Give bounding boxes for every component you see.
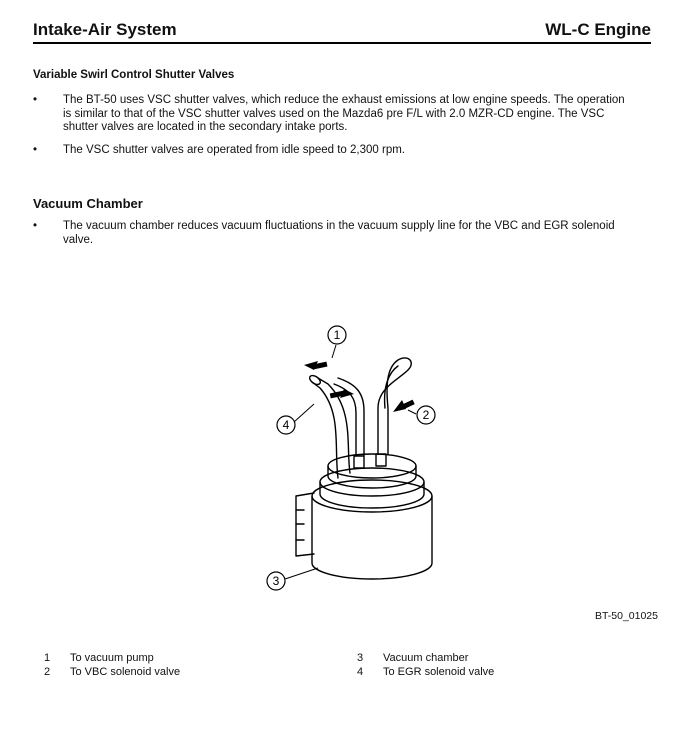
bullet-text: The VSC shutter valves are operated from idle speed to 2,300 rpm. <box>63 143 405 156</box>
bullet-dot: • <box>33 220 38 232</box>
callout-2: 2 <box>422 408 430 422</box>
legend-number: 3 <box>357 652 364 664</box>
vacuum-chamber-illustration <box>248 318 448 593</box>
header-engine-title: WL-C Engine <box>545 20 651 39</box>
legend-right <box>357 652 494 679</box>
bullet-list-vacuum-chamber <box>33 220 633 256</box>
section-title-vsc: Variable Swirl Control Shutter Valves <box>33 69 235 81</box>
callout-1: 1 <box>333 328 341 342</box>
bullet-item <box>33 220 633 247</box>
callout-3: 3 <box>272 574 280 588</box>
legend-item <box>357 666 494 680</box>
header-section-title: Intake-Air System <box>33 20 177 39</box>
bullet-dot: • <box>33 143 38 156</box>
bullet-text: The BT-50 uses VSC shutter valves, which reduce the exhaust emissions at low engine speeds. The operation is similar to that of the VSC shutter valves used on the Mazda6 pre F/L with 2.0 MZR-CD engine. The VSC shutter valves are located in the secondary intake ports. <box>63 94 625 133</box>
legend-text: To vacuum pump <box>70 652 154 664</box>
legend-item <box>357 652 494 666</box>
legend-number: 4 <box>357 665 364 678</box>
legend-item <box>44 666 180 680</box>
callout-4: 4 <box>282 418 290 432</box>
bullet-dot: • <box>33 94 38 106</box>
legend-number: 2 <box>44 665 51 678</box>
legend-left <box>44 652 180 679</box>
bullet-item <box>33 144 633 158</box>
legend-number: 1 <box>44 652 51 664</box>
legend-item <box>44 652 180 666</box>
section-title-vacuum-chamber: Vacuum Chamber <box>33 196 143 211</box>
legend-text: To EGR solenoid valve <box>383 665 495 678</box>
bullet-text: The vacuum chamber reduces vacuum fluctuations in the vacuum supply line for the VBC and EGR solenoid valve. <box>63 220 615 246</box>
legend-text: To VBC solenoid valve <box>70 665 181 678</box>
page-header <box>33 20 651 44</box>
legend-text: Vacuum chamber <box>383 652 469 664</box>
bullet-list-vsc <box>33 94 633 166</box>
bullet-item <box>33 94 633 135</box>
figure-code: BT-50_01025 <box>594 610 658 622</box>
